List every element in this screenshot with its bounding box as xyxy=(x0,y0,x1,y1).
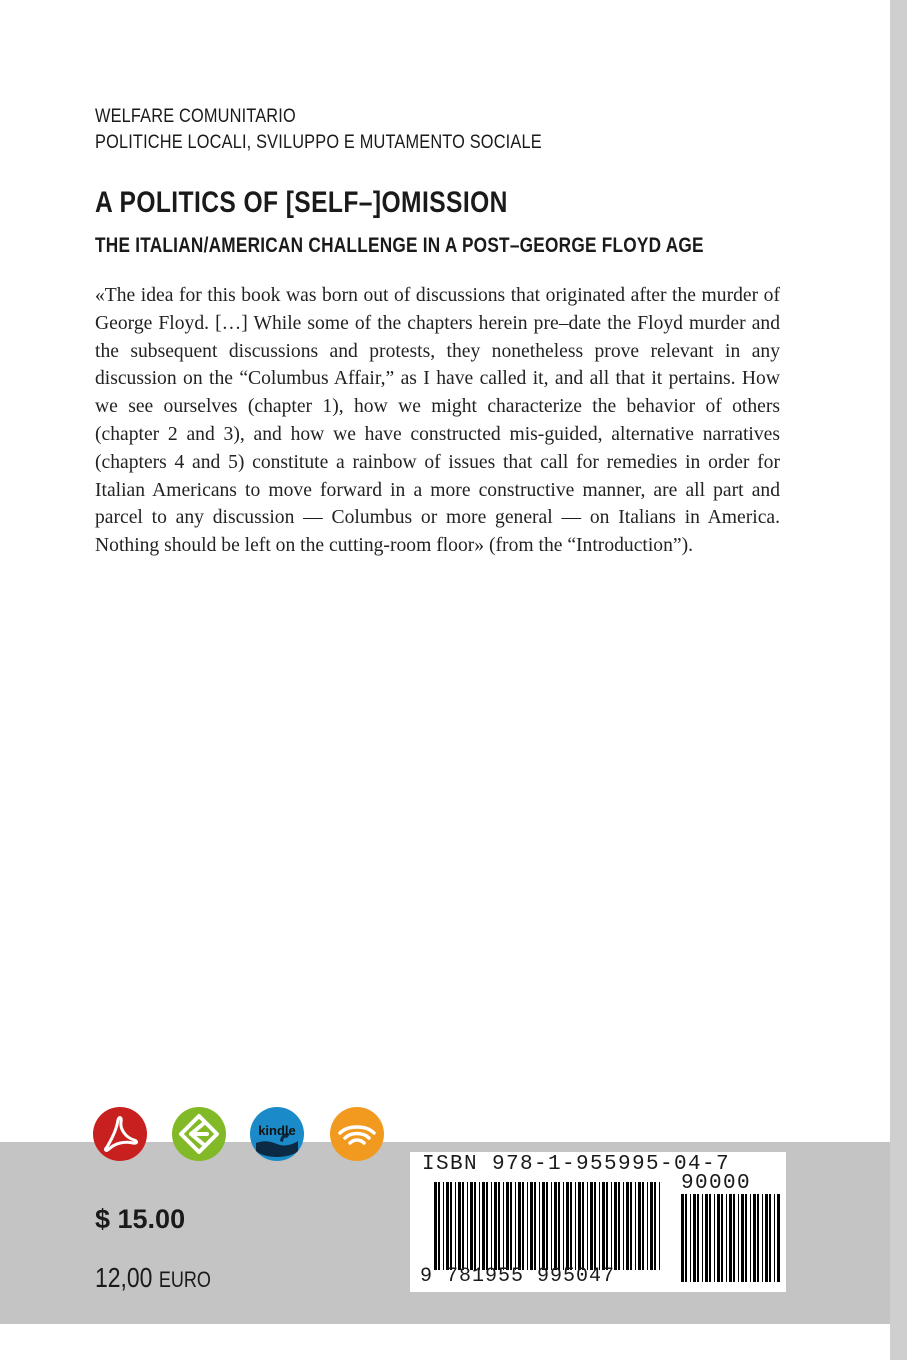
barcode-bar xyxy=(482,1182,485,1270)
barcode-bar xyxy=(522,1182,524,1270)
barcode-bar xyxy=(590,1182,593,1270)
barcode-bar xyxy=(506,1182,509,1270)
series-name: WELFARE COMUNITARIO xyxy=(95,106,296,127)
barcode-bar xyxy=(438,1182,440,1270)
barcode-bar xyxy=(753,1194,756,1282)
barcode-bar xyxy=(594,1182,596,1270)
barcode-bar xyxy=(750,1194,751,1282)
barcode-bar xyxy=(470,1182,473,1270)
barcode-bar xyxy=(551,1182,552,1270)
series-heading xyxy=(95,104,697,156)
barcode-bar xyxy=(635,1182,636,1270)
barcode-bar xyxy=(745,1194,747,1282)
barcode-bar xyxy=(474,1182,476,1270)
barcode-bar xyxy=(494,1182,497,1270)
audiobook-icon[interactable] xyxy=(330,1107,384,1161)
price-eur xyxy=(95,1262,211,1294)
barcode-bar xyxy=(777,1194,780,1282)
barcode-bar xyxy=(554,1182,557,1270)
barcode-bar xyxy=(705,1194,708,1282)
barcode-bar xyxy=(654,1182,656,1270)
barcode-bar xyxy=(486,1182,488,1270)
barcode-bar xyxy=(542,1182,545,1270)
barcode-bar xyxy=(659,1182,660,1270)
isbn-label: ISBN 978-1-955995-04-7 xyxy=(422,1153,731,1176)
barcode-bar xyxy=(566,1182,569,1270)
barcode-bar xyxy=(611,1182,612,1270)
barcode-bar xyxy=(458,1182,461,1270)
kindle-icon[interactable] xyxy=(250,1107,304,1161)
barcode-bar xyxy=(738,1194,739,1282)
book-subtitle: THE ITALIAN/AMERICAN CHALLENGE IN A POST–GEORGE FLOYD AGE xyxy=(95,234,704,257)
price-eur-unit: EURO xyxy=(158,1267,211,1292)
barcode-bar xyxy=(626,1182,629,1270)
barcode-bar xyxy=(455,1182,456,1270)
spine-edge-strip xyxy=(890,0,907,1360)
barcode-bar xyxy=(693,1194,696,1282)
barcode-bar xyxy=(450,1182,452,1270)
barcode-bar xyxy=(587,1182,588,1270)
barcode-bar xyxy=(515,1182,516,1270)
barcode-bar xyxy=(527,1182,528,1270)
barcode-bar xyxy=(769,1194,771,1282)
barcode-bar xyxy=(530,1182,533,1270)
barcode-bar xyxy=(702,1194,703,1282)
barcode-bar xyxy=(602,1182,605,1270)
barcode-bar xyxy=(762,1194,763,1282)
barcode-bar xyxy=(582,1182,584,1270)
barcode-bar xyxy=(717,1194,720,1282)
barcode-bar xyxy=(774,1194,775,1282)
barcode-bar xyxy=(642,1182,644,1270)
price-usd: $ 15.00 xyxy=(95,1204,186,1234)
barcode-bar xyxy=(606,1182,608,1270)
barcode-bar xyxy=(570,1182,572,1270)
barcode-bar xyxy=(446,1182,449,1270)
barcode-bar xyxy=(510,1182,512,1270)
barcode-bar xyxy=(709,1194,711,1282)
barcode-bar xyxy=(498,1182,500,1270)
barcode-bar xyxy=(539,1182,540,1270)
barcode-bar xyxy=(623,1182,624,1270)
barcode-bar xyxy=(599,1182,600,1270)
barcode-bar xyxy=(462,1182,464,1270)
barcode-bar xyxy=(757,1194,759,1282)
barcode-bar xyxy=(467,1182,468,1270)
barcode-bar xyxy=(650,1182,653,1270)
barcode-bar xyxy=(534,1182,536,1270)
barcode-bar xyxy=(434,1182,437,1270)
barcode-bar xyxy=(714,1194,715,1282)
barcode-bar xyxy=(721,1194,723,1282)
barcode-bar xyxy=(575,1182,576,1270)
barcode-bar xyxy=(726,1194,727,1282)
series-subtitle: POLITICHE LOCALI, SVILUPPO E MUTAMENTO SOCIALE xyxy=(95,132,542,153)
barcode-bar xyxy=(546,1182,548,1270)
back-cover-blurb: «The idea for this book was born out of discussions that originated after the murder of George Floyd. […] While some of the chapters herein pre–date the Floyd murder and the subsequent discussions and protests, they nonetheless prove relevant in any discussion on the “Columbus Affair,” as I have called it, and all that it pertains. How we see ourselves (chapter 1), how we might characterize the behavior of others (chapter 2 and 3), and how we have constructed mis-guided, alternative narratives (chapters 4 and 5) constitute a rainbow of issues that call for remedies in order for Italian Americans to move forward in a more constructive manner, are all part and parcel to any discussion — Columbus or more general — on Italians in America. Nothing should be left on the cutting-room floor» (from the “Introduction”). xyxy=(95,285,780,557)
pdf-icon[interactable] xyxy=(93,1107,147,1161)
barcode-bar xyxy=(697,1194,699,1282)
isbn-addon-number: 90000 xyxy=(681,1172,752,1195)
barcode-bar xyxy=(690,1194,691,1282)
barcode-bar xyxy=(685,1194,687,1282)
barcode-bar xyxy=(741,1194,744,1282)
barcode-bar xyxy=(503,1182,504,1270)
barcode-bar xyxy=(491,1182,492,1270)
kindle-icon-label: kindle xyxy=(258,1123,296,1138)
barcode-bar xyxy=(647,1182,648,1270)
barcode-bar xyxy=(614,1182,617,1270)
epub-icon[interactable] xyxy=(172,1107,226,1161)
barcode-bar xyxy=(638,1182,641,1270)
barcode-bar xyxy=(443,1182,444,1270)
barcode-bar xyxy=(681,1194,684,1282)
isbn-barcode xyxy=(410,1152,786,1292)
price-eur-amount: 12,00 xyxy=(95,1262,153,1293)
barcode-bar xyxy=(729,1194,732,1282)
barcode-bar xyxy=(563,1182,564,1270)
barcode-bar xyxy=(765,1194,768,1282)
barcode-bar xyxy=(733,1194,735,1282)
barcode-bar xyxy=(518,1182,521,1270)
ean-number: 9 781955 995047 xyxy=(420,1265,616,1288)
book-title: A POLITICS OF [SELF–]OMISSION xyxy=(95,186,508,219)
barcode-bar xyxy=(578,1182,581,1270)
barcode-bar xyxy=(558,1182,560,1270)
barcode-bar xyxy=(630,1182,632,1270)
barcode-bar xyxy=(618,1182,620,1270)
barcode-bar xyxy=(479,1182,480,1270)
